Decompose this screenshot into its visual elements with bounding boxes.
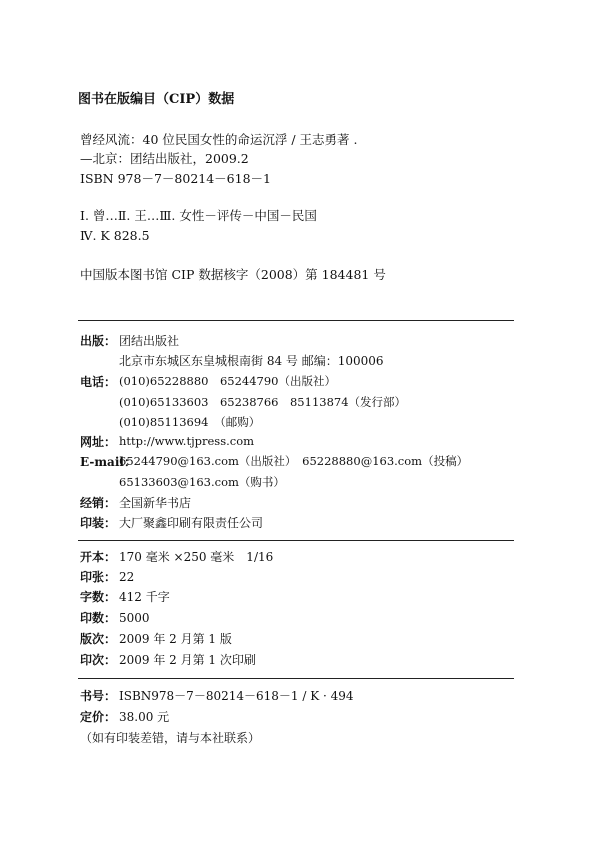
email-label: E-mail： <box>80 455 136 469</box>
phone-label: 电话： <box>80 375 117 389</box>
book-number-label: 书号： <box>80 689 117 703</box>
website-label: 网址： <box>80 435 117 449</box>
book-number-value: ISBN978－7－80214－618－1 / K · 494 <box>119 689 354 703</box>
distributor-name: 全国新华书店 <box>119 496 192 510</box>
divider-1 <box>78 320 514 321</box>
cip-clc-line: Ⅳ. K 828.5 <box>80 228 150 243</box>
format-label: 开本： <box>80 550 117 564</box>
printer-label: 印装： <box>80 516 117 530</box>
printing-label: 印次： <box>80 653 117 667</box>
edition-value: 2009 年 2 月第 1 版 <box>119 632 232 646</box>
website-link[interactable]: http://www.tjpress.com <box>119 434 255 448</box>
sheets-value: 22 <box>119 570 135 584</box>
defect-notice: （如有印装差错，请与本社联系） <box>80 731 261 745</box>
format-value: 170 毫米 ×250 毫米 1/16 <box>119 550 274 564</box>
divider-2 <box>78 540 514 541</box>
distributor-label: 经销： <box>80 496 117 510</box>
cip-classification-line: Ⅰ. 曾…Ⅱ. 王…Ⅲ. 女性－评传－中国－民国 <box>80 208 317 223</box>
publisher-name: 团结出版社 <box>119 334 180 348</box>
email-line-2: 65133603@163.com（购书） <box>119 475 285 489</box>
print-run-label: 印数： <box>80 611 117 625</box>
cip-verification-line: 中国版本图书馆 CIP 数据核字（2008）第 184481 号 <box>80 267 386 282</box>
sheets-label: 印张： <box>80 570 117 584</box>
cip-publication-line: —北京：团结出版社，2009.2 <box>80 151 249 166</box>
price-label: 定价： <box>80 710 117 724</box>
email-line-1: 65244790@163.com（出版社） 65228880@163.com（投稿） <box>119 454 469 468</box>
edition-label: 版次： <box>80 632 117 646</box>
phone-line-1: (010)65228880 65244790（出版社） <box>119 374 336 388</box>
cip-heading: 图书在版编目（CIP）数据 <box>78 92 235 107</box>
cip-isbn-line: ISBN 978－7－80214－618－1 <box>80 171 271 186</box>
phone-line-3: (010)85113694 （邮购） <box>119 415 261 429</box>
word-count-value: 412 千字 <box>119 590 170 604</box>
cip-title-line: 曾经风流：40 位民国女性的命运沉浮 / 王志勇著 . <box>80 132 358 147</box>
phone-line-2: (010)65133603 65238766 85113874（发行部） <box>119 395 407 409</box>
printing-value: 2009 年 2 月第 1 次印刷 <box>119 653 256 667</box>
publisher-label: 出版： <box>80 334 117 348</box>
divider-3 <box>78 678 514 679</box>
printer-name: 大厂聚鑫印刷有限责任公司 <box>119 516 264 530</box>
print-run-value: 5000 <box>119 611 150 625</box>
price-value: 38.00 元 <box>119 710 170 724</box>
publisher-address: 北京市东城区东皇城根南街 84 号 邮编：100006 <box>119 354 384 368</box>
word-count-label: 字数： <box>80 590 117 604</box>
